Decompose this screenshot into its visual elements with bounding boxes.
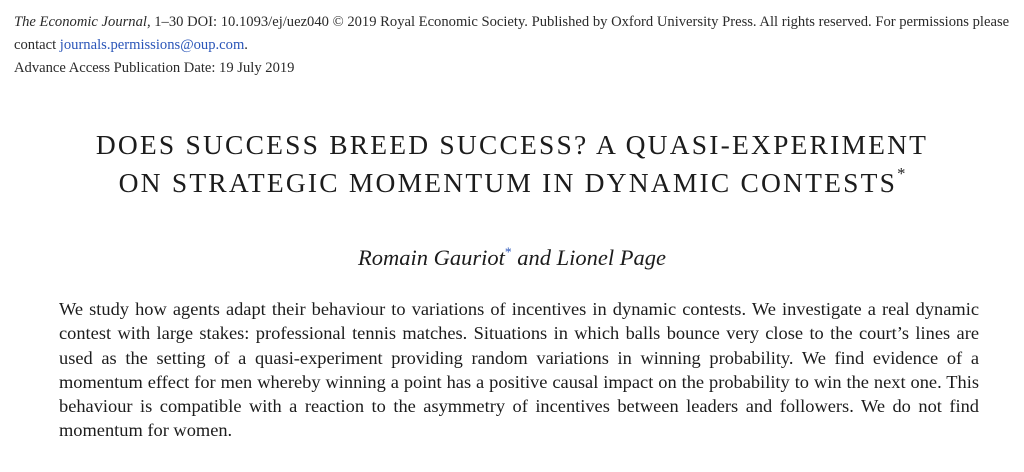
- publication-date: Advance Access Publication Date: 19 July 2019: [14, 60, 295, 76]
- title-line-2: [0, 164, 1024, 202]
- journal-header: [14, 11, 1010, 80]
- citation-suffix: .: [244, 37, 248, 53]
- citation-block: [14, 11, 1010, 57]
- title-line-1: DOES SUCCESS BREED SUCCESS? A QUASI-EXPERIMENT: [95, 129, 929, 160]
- title-line-2-text: ON STRATEGIC MOMENTUM IN DYNAMIC CONTESTS: [118, 167, 898, 198]
- author-conjunction: and: [511, 245, 557, 270]
- author-1: Romain Gauriot: [358, 245, 505, 270]
- author-footnote-marker[interactable]: *: [504, 244, 512, 260]
- paper-title: [0, 126, 1024, 202]
- journal-name: The Economic Journal: [14, 14, 147, 30]
- author-line: [0, 243, 1024, 273]
- abstract-paragraph: We study how agents adapt their behaviour to variations of incentives in dynamic contests. We investigate a real dynamic contest with large stakes: professional tennis matches. Situations in which balls bounce very close to the court’s lines are used as the setting of a quasi-experiment providing random variations in winning probability. We find evidence of a momentum effect for men whereby winning a point has a positive causal impact on the probability to win the next one. This behaviour is compatible with a reaction to the asymmetry of incentives between leaders and followers. We do not find momentum for women.: [59, 299, 979, 441]
- title-footnote-marker[interactable]: *: [897, 163, 906, 183]
- permissions-email-link[interactable]: journals.permissions@oup.com: [59, 37, 245, 53]
- citation-text: , 1–30 DOI: 10.1093/ej/uez040 © 2019 Royal Economic Society. Published by Oxford University Press. All rights reserved. For permissions please contact: [14, 14, 1010, 53]
- author-2: Lionel Page: [556, 245, 666, 270]
